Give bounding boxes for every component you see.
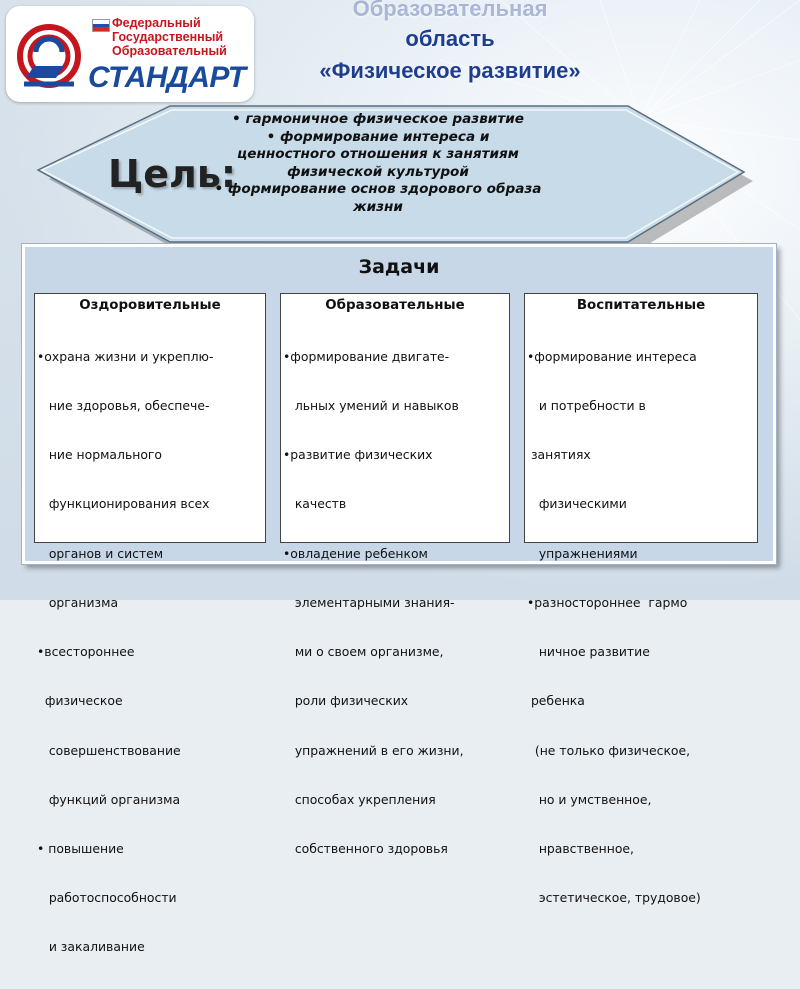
task-line: • повышение (37, 841, 124, 856)
goal-item: • гармоничное физическое развитие (232, 111, 524, 127)
task-column-health (34, 293, 266, 955)
task-line: способах укрепления (283, 791, 436, 807)
task-line: упражнениями (527, 545, 638, 561)
column-body (283, 316, 509, 890)
title-line-3: «Физическое развитие» (319, 58, 581, 83)
task-line: ние нормального (37, 447, 163, 463)
task-line: физическими (527, 496, 627, 512)
task-line: •овладение ребенком (283, 545, 428, 561)
task-line: •разностороннее гармо (527, 594, 688, 610)
task-line: •всестороннее (37, 644, 135, 660)
task-line: •охрана жизни и укреплю- (37, 348, 214, 364)
task-line: функций организма (37, 791, 181, 807)
task-line: совершенствование (37, 742, 181, 758)
logo-line: Государственный (112, 30, 224, 44)
task-line: эстетическое, трудовое) (527, 890, 701, 906)
task-line: элементарными знания- (283, 594, 455, 610)
task-line: ребенка (527, 693, 585, 709)
task-line: ничное развитие (527, 644, 650, 660)
goal-list (168, 111, 588, 217)
task-line: функционирования всех (37, 496, 210, 512)
goal-item: жизни (353, 198, 403, 215)
column-heading: Воспитательные (576, 298, 706, 313)
column-heading: Оздоровительные (79, 298, 221, 313)
task-column-education (280, 293, 510, 856)
task-column-upbringing (524, 293, 758, 906)
logo-line: Образовательный (112, 44, 227, 58)
task-line: льных умений и навыков (283, 398, 459, 414)
goal-label: Цель: (108, 152, 237, 196)
tasks-title: Задачи (358, 256, 440, 278)
goal-item: • формирование основ здорового образа (214, 181, 542, 198)
goal-item: • формирование интереса и (266, 128, 490, 145)
task-line: качеств (283, 496, 347, 512)
title-line-2: область (405, 26, 495, 51)
task-line: органов и систем (37, 545, 164, 561)
logo-line: Федеральный (112, 16, 201, 30)
task-line: •формирование двигате- (283, 348, 450, 364)
task-line: нравственное, (527, 841, 634, 856)
logo-brand: СТАНДАРТ (88, 61, 246, 94)
task-line: собственного здоровья (283, 841, 448, 856)
task-line: занятиях (527, 447, 591, 463)
task-line: и потребности в (527, 398, 646, 414)
column-body (37, 316, 265, 989)
task-line: работоспособности (37, 890, 177, 906)
goal-item: ценностного отношения к занятиям (237, 146, 519, 163)
column-heading: Образовательные (325, 298, 465, 313)
task-line: но и умственное, (527, 791, 652, 807)
goal-item: физической культурой (287, 163, 469, 180)
task-line: и закаливание (37, 939, 145, 955)
task-line: упражнений в его жизни, (283, 742, 464, 758)
task-line: (не только физическое, (527, 742, 691, 758)
task-line: организма (37, 594, 119, 610)
task-line: •развитие физических (283, 447, 433, 463)
task-line: физическое (37, 693, 123, 709)
title-line-1: Образовательная (352, 0, 548, 21)
task-line: •формирование интереса (527, 348, 697, 364)
task-line: роли физических (283, 693, 409, 709)
column-body (527, 316, 757, 939)
task-line: ми о своем организме, (283, 644, 444, 660)
task-line: ние здоровья, обеспече- (37, 398, 210, 414)
